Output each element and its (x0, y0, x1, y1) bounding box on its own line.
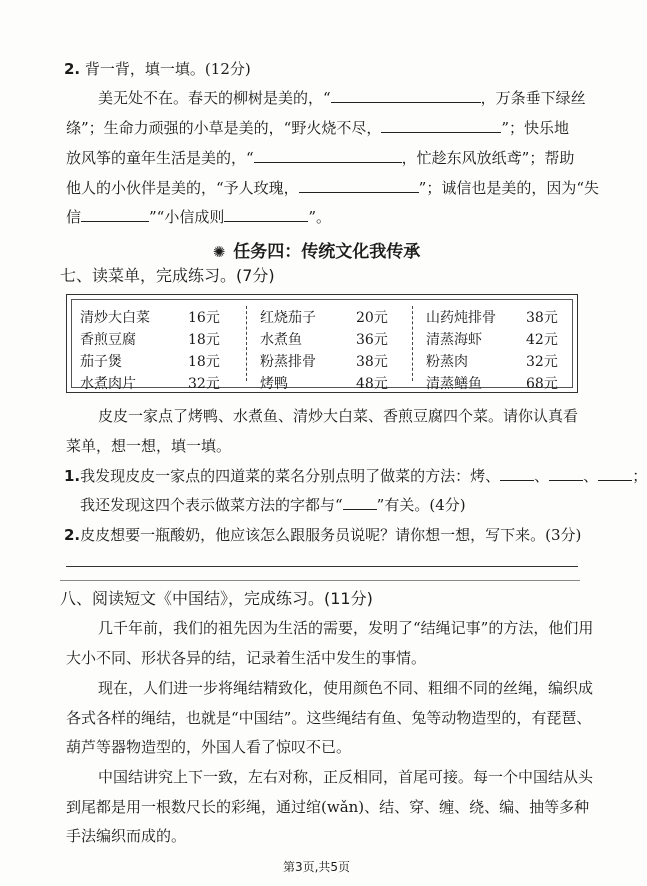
q2-text: ”。 (308, 208, 332, 226)
menu-item (80, 307, 240, 329)
dish-name: 烤鸭 (260, 376, 288, 392)
passage-line: 中国结讲究上下一致，左右对称，正反相同，首尾可接。每一个中国结从头 (98, 768, 594, 786)
menu-item (260, 373, 410, 395)
answer-blank[interactable] (381, 118, 501, 133)
q2-text: 皮皮想要一瓶酸奶，他应该怎么跟服务员说呢？请你想一想，写下来。(3分) (80, 526, 582, 544)
menu-item (80, 351, 240, 373)
menu-column-2 (260, 307, 410, 395)
dish-name: 水煮鱼 (260, 332, 302, 348)
dish-name: 粉蒸排骨 (260, 354, 316, 370)
q2-text: 信 (66, 208, 82, 226)
q2-text: ”；快乐地 (501, 119, 570, 137)
passage-line: 现在，人们进一步将绳结精致化，使用颜色不同、粗细不同的丝绳，编织成 (98, 679, 594, 697)
q2-heading (64, 59, 251, 79)
answer-blank[interactable] (254, 148, 402, 163)
section-7-q2 (64, 525, 581, 545)
q2-title: 背一背，填一填。(12分) (84, 60, 251, 78)
q2-line-1 (98, 88, 586, 108)
menu-item (80, 373, 240, 395)
q2-line-5 (66, 207, 331, 227)
q2-number: 2. (64, 526, 81, 544)
dish-price: 16元 (188, 310, 220, 326)
dish-price: 32元 (526, 354, 558, 370)
dish-name: 清蒸海虾 (426, 332, 482, 348)
task-title-text: 任务四：传统文化我传承 (233, 242, 421, 262)
menu-inner-frame (71, 299, 573, 392)
q2-line-3 (66, 148, 574, 168)
q2-text: ，万条垂下绿丝 (480, 89, 586, 107)
sun-icon: ✺ (212, 243, 226, 261)
menu-item (426, 307, 576, 329)
answer-blank[interactable] (598, 466, 632, 481)
q1-number: 1. (64, 467, 81, 485)
menu-item (426, 373, 576, 395)
section-7-q1-line-2 (80, 495, 466, 515)
menu-item (260, 329, 410, 351)
dish-price: 36元 (356, 332, 388, 348)
section-8-title: 八、阅读短文《中国结》，完成练习。(11分) (60, 589, 373, 608)
dish-name: 山药炖排骨 (426, 310, 496, 326)
dish-price: 42元 (526, 332, 558, 348)
menu-item (80, 329, 240, 351)
answer-blank[interactable] (81, 207, 149, 222)
q2-text: 放风筝的童年生活是美的，“ (66, 149, 254, 167)
q2-text: ”“小信成则 (149, 208, 225, 226)
menu-item (260, 307, 410, 329)
passage-line: 各式各样的绳结，也就是“中国结”。这些绳结有鱼、兔等动物造型的，有琵琶、 (66, 709, 592, 727)
q1-text: 我发现皮皮一家点的四道菜的菜名分别点明了做菜的方法：烤、 (80, 467, 501, 485)
q1-separator: 、 (583, 467, 599, 485)
passage-line: 葫芦等器物造型的，外国人看了惊叹不已。 (66, 738, 352, 756)
menu-item (426, 351, 576, 373)
answer-blank[interactable] (299, 178, 419, 193)
dish-price: 18元 (188, 332, 220, 348)
dish-name: 清炒大白菜 (80, 310, 150, 326)
q2-text: 美无处不在。春天的柳树是美的，“ (98, 89, 331, 107)
dish-price: 48元 (356, 376, 388, 392)
q2-text: 他人的小伙伴是美的，“予人玫瑰， (66, 179, 299, 197)
section-7-q1-line-1 (64, 466, 647, 486)
q1-text: ”有关。(4分) (376, 496, 466, 514)
section-divider (60, 580, 580, 581)
q1-separator: 、 (534, 467, 550, 485)
q2-text: ”；诚信也是美的，因为“失 (418, 179, 600, 197)
menu-board (66, 294, 578, 393)
dish-price: 32元 (188, 376, 220, 392)
q2-number: 2. (64, 60, 81, 78)
answer-blank[interactable] (343, 495, 377, 510)
passage-line: 大小不同、形状各异的结，记录着生活中发生的事情。 (66, 649, 427, 667)
menu-column-3 (426, 307, 576, 395)
dish-price: 38元 (526, 310, 558, 326)
dish-name: 茄子煲 (80, 354, 122, 370)
dish-name: 粉蒸肉 (426, 354, 468, 370)
menu-divider (246, 306, 247, 381)
passage-line: 到尾都是用一根数尺长的彩绳，通过绾(wǎn)、结、穿、缠、绕、编、抽等多种 (66, 798, 590, 816)
page-footer: 第3页,共5页 (282, 860, 351, 874)
answer-blank[interactable] (224, 207, 308, 222)
q2-line-2 (66, 118, 569, 138)
answer-blank[interactable] (500, 466, 534, 481)
q2-line-4 (66, 178, 599, 198)
section-7-intro-1: 皮皮一家点了烤鸭、水煮鱼、清炒大白菜、香煎豆腐四个菜。请你认真看 (98, 407, 579, 425)
dish-price: 20元 (356, 310, 388, 326)
dish-name: 水煮肉片 (80, 376, 136, 392)
dish-price: 38元 (356, 354, 388, 370)
answer-writing-line[interactable] (66, 566, 578, 567)
q1-text: 我还发现这四个表示做菜方法的字都与“ (80, 496, 343, 514)
dish-name: 红烧茄子 (260, 310, 316, 326)
q1-text: ； (632, 467, 647, 485)
q2-text: 绦”；生命力顽强的小草是美的，“野火烧不尽， (66, 119, 382, 137)
menu-item (426, 329, 576, 351)
dish-name: 香煎豆腐 (80, 332, 136, 348)
section-7-intro-2: 菜单，想一想，填一填。 (66, 437, 232, 455)
q2-text: ，忙趁东风放纸鸢”；帮助 (401, 149, 575, 167)
dish-price: 68元 (526, 376, 558, 392)
menu-column-1 (80, 307, 240, 395)
menu-item (260, 351, 410, 373)
task-title (0, 237, 633, 262)
answer-blank[interactable] (331, 88, 481, 103)
passage-line: 手法编织而成的。 (66, 827, 187, 845)
section-7-title: 七、读菜单，完成练习。(7分) (60, 266, 275, 285)
passage-line: 几千年前，我们的祖先因为生活的需要，发明了“结绳记事”的方法，他们用 (98, 619, 594, 637)
answer-blank[interactable] (549, 466, 583, 481)
dish-name: 清蒸鳝鱼 (426, 376, 482, 392)
menu-divider (412, 306, 413, 381)
dish-price: 18元 (188, 354, 220, 370)
